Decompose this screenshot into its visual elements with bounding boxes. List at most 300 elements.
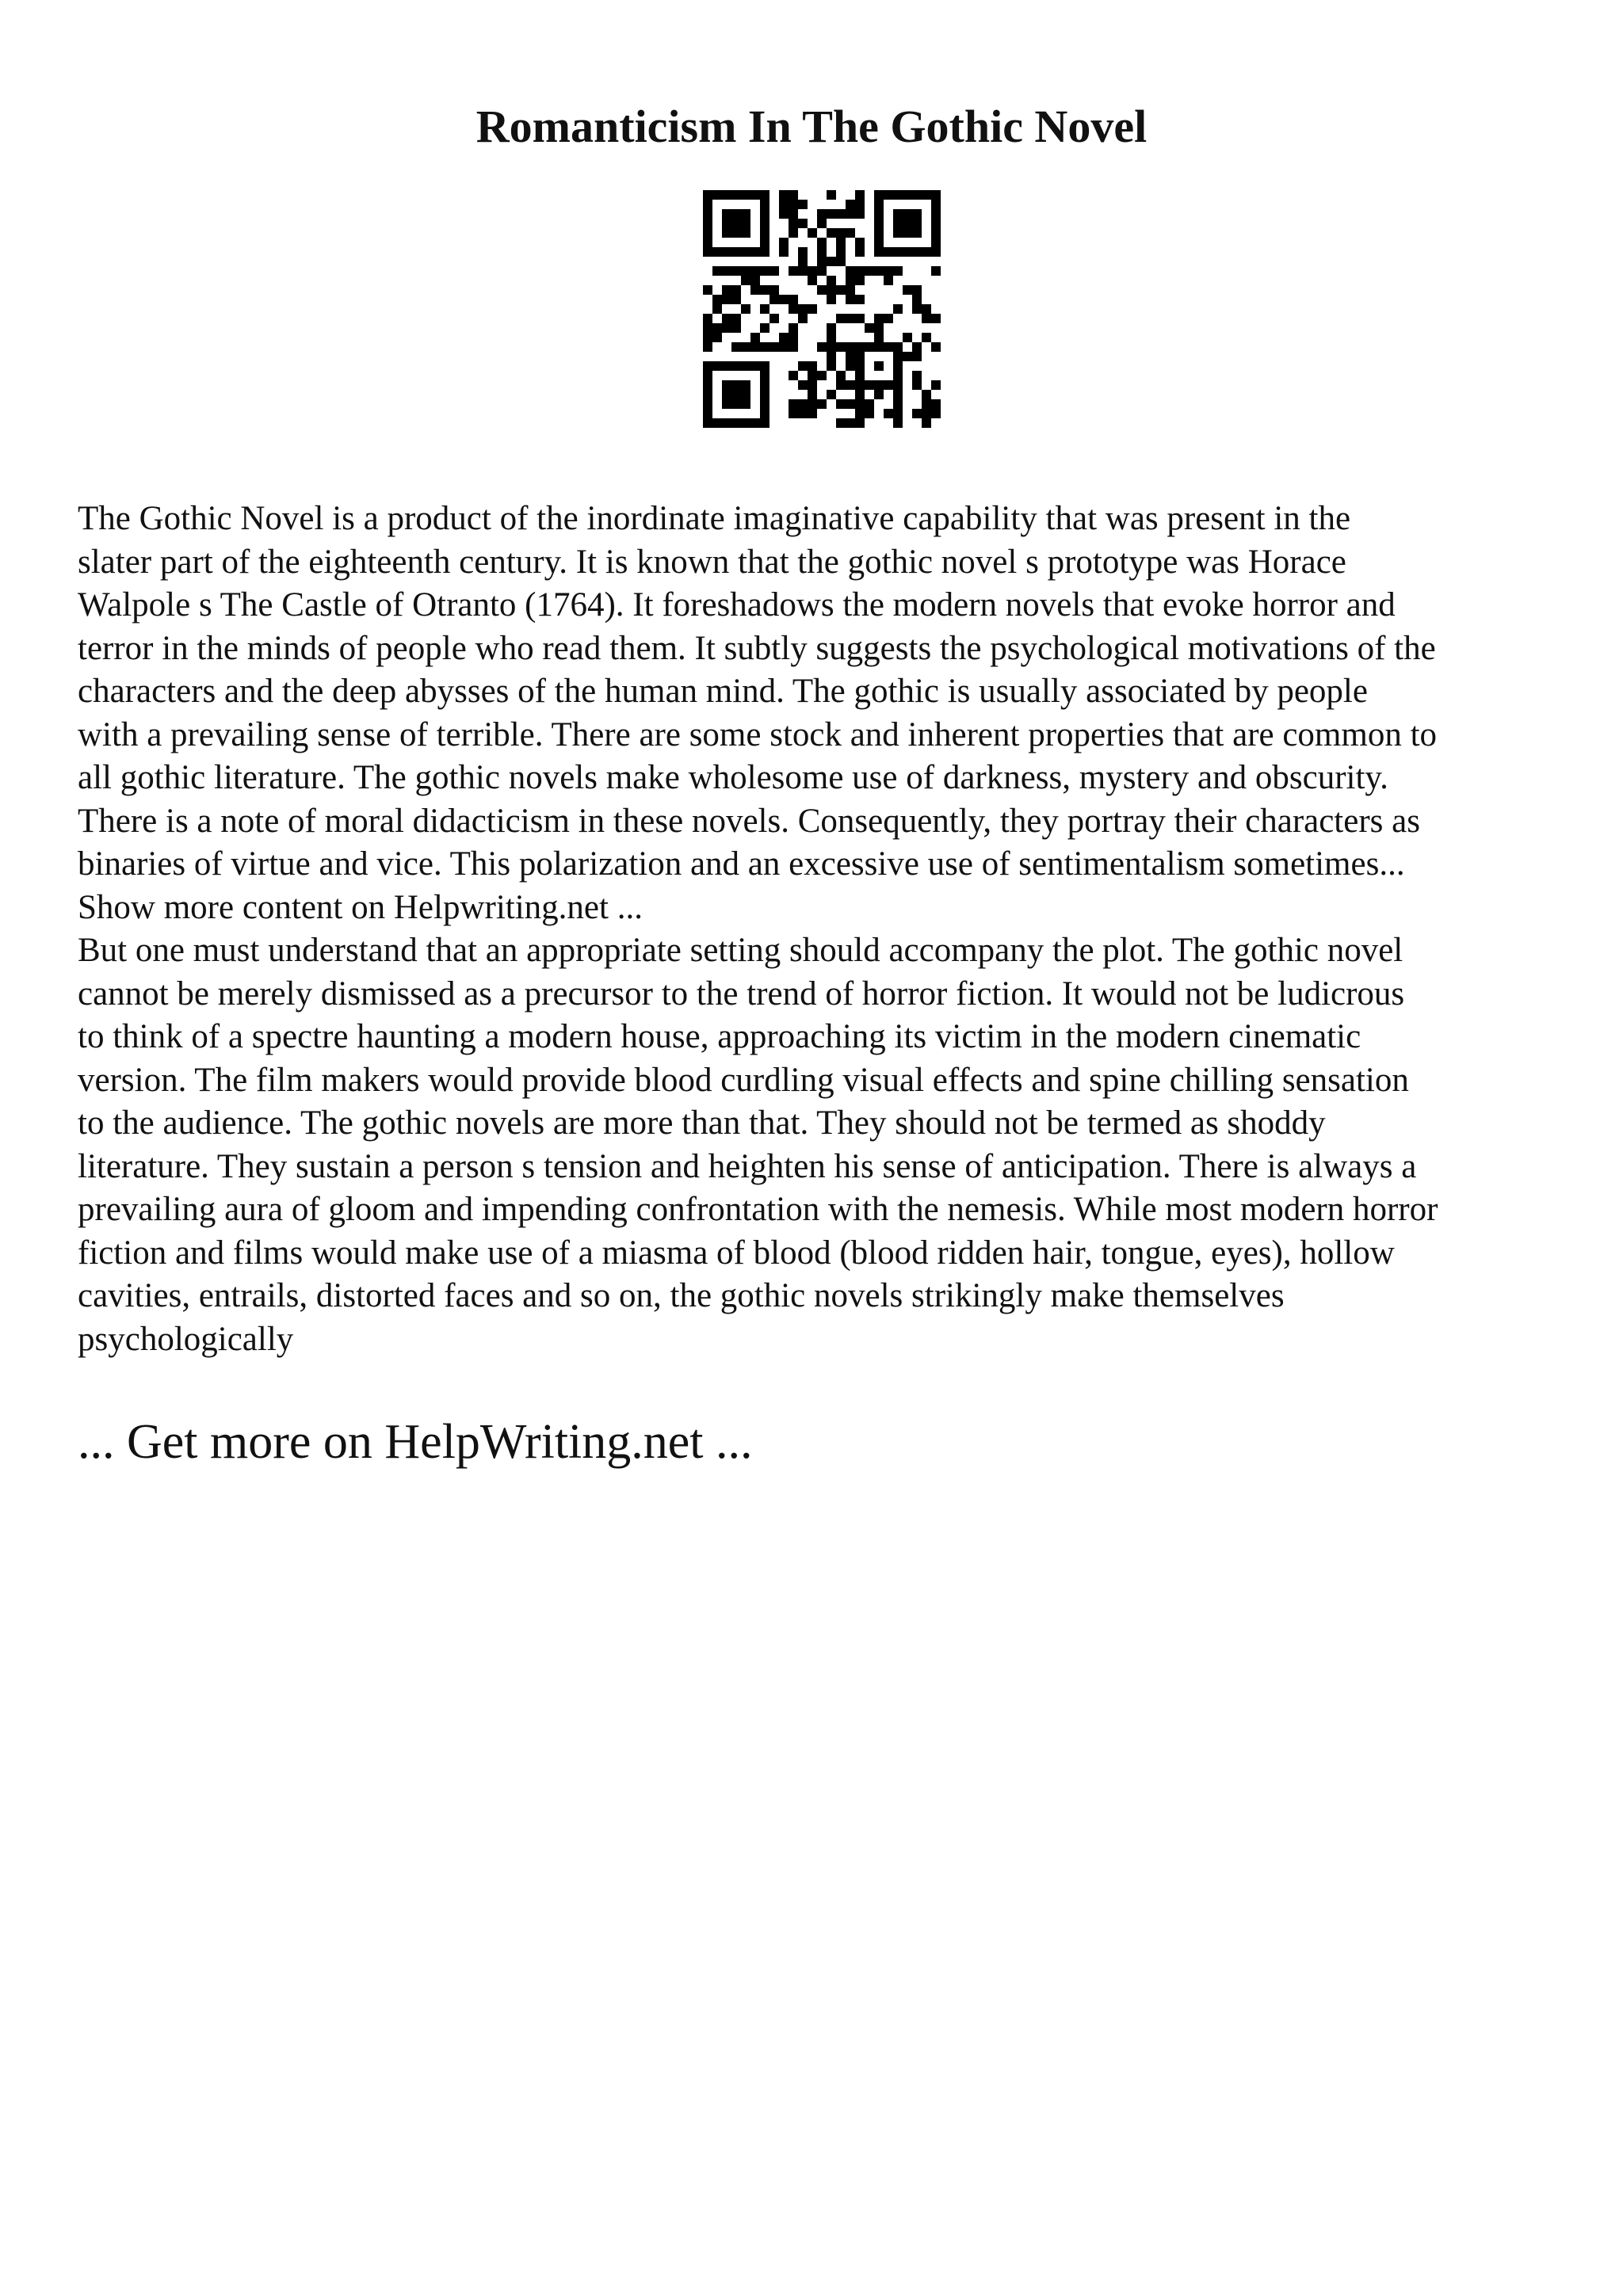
qr-module	[903, 209, 912, 219]
qr-module	[779, 333, 789, 342]
qr-module	[817, 219, 827, 228]
qr-module	[903, 219, 912, 228]
qr-module	[846, 228, 855, 238]
show-more-link[interactable]: Show more content on Helpwriting.net ...	[78, 888, 643, 926]
qr-module	[912, 304, 922, 314]
text-line: But one must understand that an appropriate setting should accompany the plot. The gothic novel	[78, 932, 1403, 969]
qr-module	[741, 190, 750, 200]
qr-module	[731, 323, 741, 333]
qr-module	[893, 399, 903, 409]
qr-module	[808, 361, 817, 371]
qr-module	[855, 247, 865, 257]
qr-module	[798, 304, 808, 314]
qr-module	[722, 190, 731, 200]
qr-module	[855, 200, 865, 209]
qr-module	[874, 200, 884, 209]
qr-module	[731, 219, 741, 228]
qr-module	[874, 228, 884, 238]
qr-module	[893, 380, 903, 390]
text-line: psychologically	[78, 1320, 294, 1358]
qr-module	[827, 228, 836, 238]
qr-module	[827, 276, 836, 285]
text-line: with a prevailing sense of terrible. There are some stock and inherent properties that are common to	[78, 715, 1438, 753]
qr-module	[750, 276, 760, 285]
qr-module	[769, 285, 779, 295]
text-line: slater part of the eighteenth century. It is known that the gothic novel s prototype was Horace	[78, 543, 1346, 581]
qr-module	[722, 228, 731, 238]
qr-module	[703, 228, 712, 238]
qr-module	[722, 323, 731, 333]
qr-module	[846, 380, 855, 390]
qr-module	[865, 266, 874, 276]
qr-module	[789, 371, 798, 380]
qr-module	[769, 314, 779, 323]
qr-module	[855, 390, 865, 399]
qr-module	[712, 304, 722, 314]
qr-module	[808, 371, 817, 380]
qr-module	[750, 285, 760, 295]
qr-module	[855, 342, 865, 352]
qr-module	[798, 219, 808, 228]
qr-module	[893, 418, 903, 428]
qr-module	[741, 266, 750, 276]
qr-module	[836, 342, 846, 352]
qr-module	[912, 190, 922, 200]
qr-module	[931, 380, 941, 390]
qr-module	[846, 285, 855, 295]
qr-module	[903, 190, 912, 200]
qr-module	[731, 295, 741, 304]
qr-module	[855, 352, 865, 361]
qr-module	[884, 380, 893, 390]
qr-module	[912, 380, 922, 390]
qr-module	[855, 266, 865, 276]
qr-module	[722, 314, 731, 323]
qr-module	[703, 371, 712, 380]
qr-module	[855, 276, 865, 285]
qr-module	[884, 276, 893, 285]
qr-module	[846, 276, 855, 285]
qr-module	[846, 418, 855, 428]
qr-module	[703, 238, 712, 247]
qr-module	[741, 418, 750, 428]
qr-module	[703, 399, 712, 409]
qr-module	[722, 285, 731, 295]
qr-module	[912, 209, 922, 219]
qr-module	[731, 418, 741, 428]
qr-module	[817, 285, 827, 295]
qr-module	[808, 304, 817, 314]
qr-code-graphic	[703, 190, 941, 428]
qr-module	[912, 228, 922, 238]
qr-module	[703, 361, 712, 371]
qr-module	[798, 257, 808, 266]
qr-module	[789, 228, 798, 238]
qr-module	[893, 190, 903, 200]
qr-module	[931, 238, 941, 247]
qr-module	[855, 380, 865, 390]
qr-module	[712, 295, 722, 304]
qr-module	[912, 285, 922, 295]
qr-module	[760, 323, 769, 333]
get-more-link[interactable]: ... Get more on HelpWriting.net ...	[78, 1415, 753, 1469]
qr-module	[874, 266, 884, 276]
qr-module	[893, 371, 903, 380]
qr-module	[760, 342, 769, 352]
qr-module	[712, 247, 722, 257]
qr-module	[893, 209, 903, 219]
qr-module	[836, 228, 846, 238]
qr-module	[741, 342, 750, 352]
qr-module	[903, 333, 912, 342]
qr-module	[817, 266, 827, 276]
qr-module	[893, 390, 903, 399]
qr-module	[817, 371, 827, 380]
qr-module	[789, 209, 798, 219]
qr-module	[760, 390, 769, 399]
qr-module	[884, 266, 893, 276]
qr-module	[722, 219, 731, 228]
qr-module	[741, 361, 750, 371]
qr-module	[750, 342, 760, 352]
qr-module	[741, 380, 750, 390]
qr-module	[817, 399, 827, 409]
qr-module	[922, 190, 931, 200]
qr-module	[760, 304, 769, 314]
qr-module	[703, 209, 712, 219]
qr-module	[884, 314, 893, 323]
qr-module	[779, 190, 789, 200]
qr-module	[846, 399, 855, 409]
qr-module	[855, 409, 865, 418]
qr-module	[922, 314, 931, 323]
qr-module	[836, 418, 846, 428]
qr-module	[779, 238, 789, 247]
qr-module	[884, 190, 893, 200]
qr-module	[769, 295, 779, 304]
qr-module	[779, 295, 789, 304]
qr-module	[731, 342, 741, 352]
text-line: prevailing aura of gloom and impending confrontation with the nemesis. While most modern horror	[78, 1191, 1438, 1228]
qr-code[interactable]	[703, 190, 941, 428]
qr-module	[741, 219, 750, 228]
qr-module	[779, 247, 789, 257]
text-line: binaries of virtue and vice. This polarization and an excessive use of sentimentalism sometimes...	[78, 845, 1405, 883]
qr-module	[760, 418, 769, 428]
essay-text	[78, 498, 1568, 1361]
qr-module	[722, 266, 731, 276]
qr-module	[874, 247, 884, 257]
qr-module	[931, 342, 941, 352]
qr-module	[893, 266, 903, 276]
qr-module	[722, 418, 731, 428]
qr-module	[760, 361, 769, 371]
qr-module	[798, 200, 808, 209]
qr-module	[922, 247, 931, 257]
qr-module	[827, 190, 836, 200]
qr-module	[731, 380, 741, 390]
qr-module	[874, 342, 884, 352]
qr-module	[855, 190, 865, 200]
qr-module	[789, 333, 798, 342]
qr-module	[931, 209, 941, 219]
qr-module	[731, 390, 741, 399]
qr-module	[741, 276, 750, 285]
qr-module	[712, 418, 722, 428]
qr-module	[798, 399, 808, 409]
qr-module	[760, 219, 769, 228]
qr-module	[893, 228, 903, 238]
qr-module	[912, 342, 922, 352]
text-line: to think of a spectre haunting a modern house, approaching its victim in the modern cinematic	[78, 1018, 1361, 1055]
qr-module	[741, 304, 750, 314]
qr-module	[893, 352, 903, 361]
qr-module	[893, 409, 903, 418]
qr-module	[760, 200, 769, 209]
qr-module	[931, 314, 941, 323]
qr-module	[836, 238, 846, 247]
qr-module	[789, 200, 798, 209]
qr-module	[712, 190, 722, 200]
qr-module	[931, 409, 941, 418]
text-line: terror in the minds of people who read them. It subtly suggests the psychological motivations of the	[78, 629, 1436, 667]
qr-module	[750, 418, 760, 428]
text-line: fiction and films would make use of a miasma of blood (blood ridden hair, tongue, eyes), hollow	[78, 1234, 1395, 1272]
qr-module	[712, 266, 722, 276]
qr-module	[827, 209, 836, 219]
qr-module	[827, 295, 836, 304]
qr-module	[760, 399, 769, 409]
qr-module	[731, 209, 741, 219]
qr-module	[817, 238, 827, 247]
qr-module	[922, 304, 931, 314]
qr-module	[836, 285, 846, 295]
text-line: There is a note of moral didacticism in these novels. Consequently, they portray their characters as	[78, 802, 1420, 840]
qr-module	[798, 314, 808, 323]
qr-module	[731, 228, 741, 238]
qr-module	[846, 200, 855, 209]
qr-module	[855, 295, 865, 304]
qr-module	[760, 247, 769, 257]
qr-module	[789, 409, 798, 418]
text-line: version. The film makers would provide blood curdling visual effects and spine chilling sensation	[78, 1061, 1409, 1099]
qr-module	[903, 285, 912, 295]
qr-module	[798, 380, 808, 390]
qr-module	[703, 190, 712, 200]
qr-module	[836, 371, 846, 380]
qr-module	[931, 190, 941, 200]
qr-module	[760, 380, 769, 390]
qr-module	[789, 323, 798, 333]
qr-module	[922, 390, 931, 399]
qr-module	[722, 390, 731, 399]
qr-module	[874, 333, 884, 342]
qr-module	[827, 285, 836, 295]
qr-module	[903, 228, 912, 238]
qr-module	[798, 266, 808, 276]
qr-module	[703, 390, 712, 399]
document-title: Romanticism In The Gothic Novel	[475, 101, 1148, 152]
qr-module	[874, 323, 884, 333]
qr-module	[703, 418, 712, 428]
qr-module	[855, 418, 865, 428]
text-line: The Gothic Novel is a product of the inordinate imaginative capability that was present in the	[78, 500, 1351, 537]
qr-module	[836, 209, 846, 219]
qr-module	[731, 247, 741, 257]
qr-module	[722, 361, 731, 371]
qr-module	[827, 257, 836, 266]
qr-module	[874, 190, 884, 200]
qr-module	[808, 409, 817, 418]
qr-module	[922, 333, 931, 342]
qr-module	[893, 219, 903, 228]
qr-module	[741, 247, 750, 257]
qr-module	[855, 209, 865, 219]
qr-module	[846, 361, 855, 371]
qr-module	[855, 361, 865, 371]
qr-module	[741, 209, 750, 219]
qr-module	[931, 228, 941, 238]
qr-module	[722, 399, 731, 409]
qr-module	[741, 228, 750, 238]
qr-module	[703, 247, 712, 257]
qr-module	[931, 399, 941, 409]
qr-module	[931, 200, 941, 209]
qr-module	[703, 219, 712, 228]
qr-module	[798, 361, 808, 371]
qr-module	[922, 418, 931, 428]
qr-module	[865, 399, 874, 409]
qr-module	[903, 247, 912, 257]
qr-module	[836, 247, 846, 257]
qr-module	[731, 190, 741, 200]
qr-module	[760, 266, 769, 276]
qr-module	[874, 219, 884, 228]
qr-module	[836, 257, 846, 266]
qr-module	[750, 266, 760, 276]
qr-module	[912, 247, 922, 257]
qr-module	[836, 399, 846, 409]
text-line: cannot be merely dismissed as a precursor to the trend of horror fiction. It would not be ludicrous	[78, 974, 1405, 1013]
qr-module	[808, 266, 817, 276]
qr-module	[865, 409, 874, 418]
qr-module	[922, 409, 931, 418]
qr-module	[817, 257, 827, 266]
qr-module	[703, 342, 712, 352]
qr-module	[703, 314, 712, 323]
qr-module	[789, 399, 798, 409]
qr-module	[865, 342, 874, 352]
text-line: characters and the deep abysses of the human mind. The gothic is usually associated by people	[78, 673, 1368, 710]
qr-module	[855, 371, 865, 380]
qr-module	[731, 399, 741, 409]
qr-module	[703, 333, 712, 342]
qr-module	[884, 409, 893, 418]
qr-module	[722, 380, 731, 390]
qr-module	[846, 266, 855, 276]
qr-module	[827, 333, 836, 342]
qr-module	[827, 390, 836, 399]
qr-module	[722, 295, 731, 304]
qr-module	[760, 190, 769, 200]
qr-module	[779, 200, 789, 209]
qr-module	[912, 219, 922, 228]
qr-module	[760, 228, 769, 238]
qr-module	[846, 342, 855, 352]
qr-module	[846, 352, 855, 361]
text-line: literature. They sustain a person s tension and heighten his sense of anticipation. There is always a	[78, 1147, 1417, 1185]
qr-module	[817, 209, 827, 219]
qr-module	[827, 361, 836, 371]
qr-module	[855, 399, 865, 409]
qr-module	[750, 247, 760, 257]
qr-module	[846, 295, 855, 304]
qr-module	[712, 333, 722, 342]
qr-module	[703, 200, 712, 209]
qr-module	[922, 399, 931, 409]
qr-module	[865, 380, 874, 390]
qr-module	[703, 323, 712, 333]
qr-module	[741, 399, 750, 409]
qr-module	[760, 238, 769, 247]
qr-module	[893, 304, 903, 314]
text-line: cavities, entrails, distorted faces and so on, the gothic novels strikingly make themselves	[78, 1277, 1285, 1314]
qr-module	[808, 399, 817, 409]
qr-module	[750, 361, 760, 371]
qr-module	[931, 266, 941, 276]
qr-module	[789, 190, 798, 200]
qr-module	[703, 285, 712, 295]
qr-module	[769, 342, 779, 352]
qr-module	[779, 209, 789, 219]
qr-module	[931, 247, 941, 257]
qr-module	[874, 314, 884, 323]
qr-module	[893, 247, 903, 257]
qr-module	[874, 390, 884, 399]
qr-module	[808, 276, 817, 285]
qr-module	[827, 342, 836, 352]
qr-module	[750, 190, 760, 200]
qr-module	[931, 219, 941, 228]
qr-module	[712, 323, 722, 333]
qr-module	[722, 209, 731, 219]
qr-module	[798, 409, 808, 418]
qr-module	[874, 238, 884, 247]
qr-module	[893, 361, 903, 371]
qr-module	[722, 247, 731, 257]
qr-module	[703, 409, 712, 418]
qr-module	[836, 380, 846, 390]
text-line: to the audience. The gothic novels are more than that. They should not be termed as shoddy	[78, 1104, 1326, 1142]
qr-module	[789, 342, 798, 352]
qr-module	[874, 209, 884, 219]
qr-module	[874, 380, 884, 390]
qr-module	[779, 342, 789, 352]
qr-module	[884, 247, 893, 257]
qr-module	[846, 314, 855, 323]
qr-module	[808, 380, 817, 390]
qr-module	[760, 209, 769, 219]
qr-module	[912, 409, 922, 418]
qr-module	[865, 323, 874, 333]
qr-module	[893, 342, 903, 352]
qr-module	[817, 342, 827, 352]
qr-module	[912, 295, 922, 304]
qr-module	[884, 342, 893, 352]
qr-module	[808, 228, 817, 238]
qr-module	[817, 247, 827, 257]
qr-module	[855, 238, 865, 247]
